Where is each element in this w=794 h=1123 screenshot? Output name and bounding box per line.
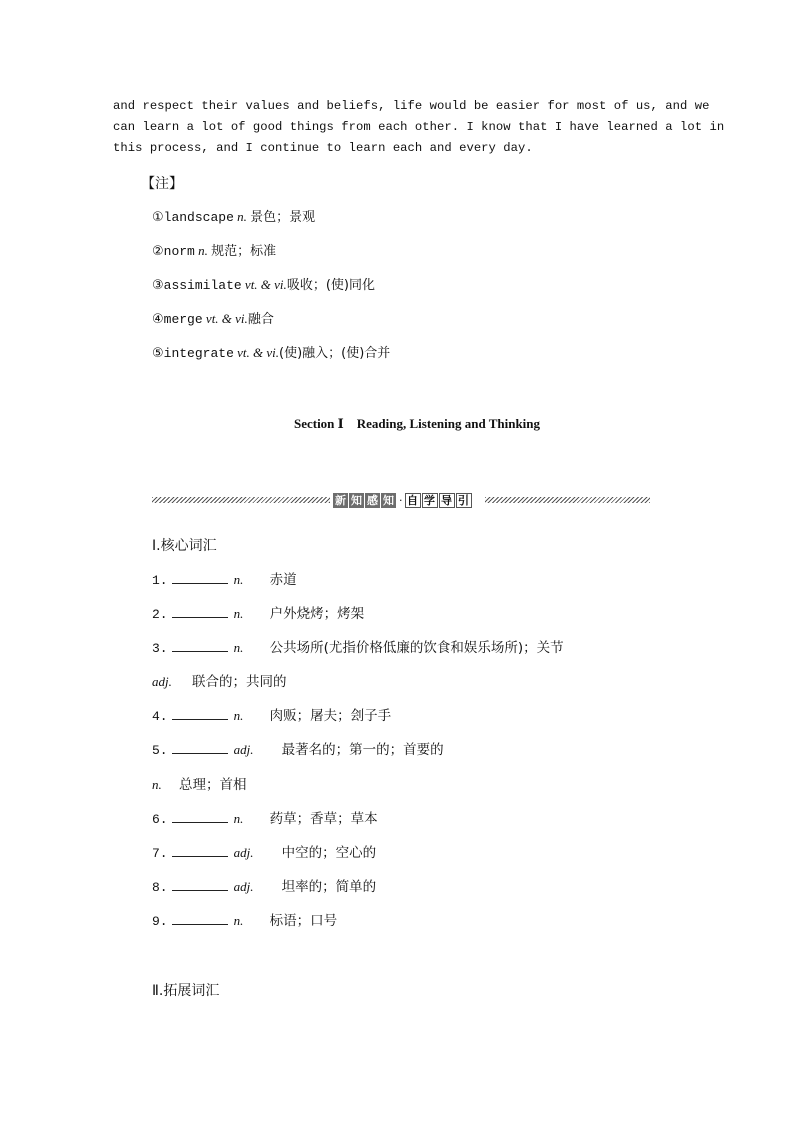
note-mark: ① [152,210,164,225]
vocab-item [152,704,391,724]
vocab-core-heading: Ⅰ.核心词汇 [152,538,217,554]
answer-blank[interactable] [172,811,228,823]
answer-blank[interactable] [172,742,228,754]
banner-hatch-left [152,497,330,503]
note-word: assimilate [163,278,242,293]
banner-char: 知 [383,493,394,507]
banner-char: 知 [351,493,362,507]
note-word: integrate [163,346,234,361]
note-mark: ② [152,244,164,259]
banner-char: 新 [335,493,346,507]
note-item [152,342,390,361]
banner-label [333,492,473,508]
note-meaning: 吸收；(使)同化 [286,278,375,293]
note-item [152,308,274,327]
note-word: norm [163,244,195,259]
vocab-num: 1. [152,573,168,588]
vocab-meaning: 公共场所(尤指价格低廉的饮食和娱乐场所)；关节 [269,640,564,656]
note-item [152,206,315,225]
answer-blank[interactable] [172,640,228,652]
vocab-item [152,738,444,758]
vocab-num: 5. [152,743,168,758]
note-mark: ④ [152,312,164,327]
vocab-pos: adj. [233,845,254,860]
paragraph-line-3: this process, and I continue to learn each and every day. [113,141,533,155]
banner-char: 感 [367,493,378,507]
vocab-num: 9. [152,914,168,929]
vocab-num: 2. [152,607,168,622]
vocab-item [152,568,297,588]
vocab-pos: adj. [233,879,254,894]
vocab-pos: n. [233,811,244,826]
notes-heading: 【注】 [141,176,183,192]
answer-blank[interactable] [172,845,228,857]
vocab-pos: n. [233,708,244,723]
note-pos: n. [198,243,208,258]
note-item [152,240,276,259]
answer-blank[interactable] [172,913,228,925]
vocab-pos: adj. [233,742,254,757]
vocab-num: 7. [152,846,168,861]
vocab-pos: n. [233,606,244,621]
vocab-num: 4. [152,709,168,724]
vocab-pos: adj. [152,674,172,689]
banner-char: 学 [422,493,438,508]
answer-blank[interactable] [172,708,228,720]
vocab-meaning: 肉贩；屠夫；刽子手 [269,708,392,724]
note-meaning: (使)融入；(使)合并 [279,346,391,361]
banner-char: 引 [456,493,472,508]
vocab-meaning: 标语；口号 [269,913,338,929]
note-pos: vt. & vi. [205,311,248,326]
vocab-item [152,875,376,895]
vocab-item [152,670,287,690]
vocab-meaning: 最著名的；第一的；首要的 [281,742,444,758]
note-meaning: 规范；标准 [211,244,277,259]
vocab-item [152,602,364,622]
answer-blank[interactable] [172,606,228,618]
vocab-pos: n. [233,913,244,928]
banner-char: 自 [405,493,421,508]
vocab-meaning: 药草；香草；草本 [269,811,378,827]
note-pos: vt. & vi. [244,277,287,292]
vocab-item [152,909,337,929]
banner-char: 导 [439,493,455,508]
banner-hatch-right [485,497,650,503]
answer-blank[interactable] [172,879,228,891]
note-word: landscape [163,210,234,225]
vocab-meaning: 总理；首相 [179,777,247,793]
vocab-num: 6. [152,812,168,827]
vocab-meaning: 户外烧烤；烤架 [269,606,365,622]
note-word: merge [163,312,203,327]
note-mark: ⑤ [152,346,164,361]
vocab-pos: n. [233,640,244,655]
vocab-num: 8. [152,880,168,895]
banner-separator: · [399,493,403,507]
vocab-item [152,773,247,793]
vocab-item [152,807,378,827]
note-meaning: 融合 [247,312,274,327]
paragraph-line-2: can learn a lot of good things from each other. I know that I have learned a lot in [113,120,725,134]
vocab-meaning: 中空的；空心的 [281,845,377,861]
vocab-meaning: 赤道 [269,572,297,588]
vocab-meaning: 联合的；共同的 [192,674,287,690]
vocab-pos: n. [152,777,162,792]
vocab-ext-heading: Ⅱ.拓展词汇 [152,983,220,999]
answer-blank[interactable] [172,572,228,584]
note-mark: ③ [152,278,164,293]
vocab-item [152,636,564,656]
section-title: Section Ⅰ Reading, Listening and Thinking [293,416,541,431]
vocab-meaning: 坦率的；简单的 [281,879,377,895]
vocab-pos: n. [233,572,244,587]
vocab-item [152,841,376,861]
vocab-num: 3. [152,641,168,656]
section-banner [152,492,650,508]
note-pos: vt. & vi. [237,345,280,360]
paragraph-line-1: and respect their values and beliefs, life would be easier for most of us, and we [113,99,710,113]
note-item [152,274,375,293]
note-meaning: 景色；景观 [250,210,316,225]
note-pos: n. [237,209,247,224]
